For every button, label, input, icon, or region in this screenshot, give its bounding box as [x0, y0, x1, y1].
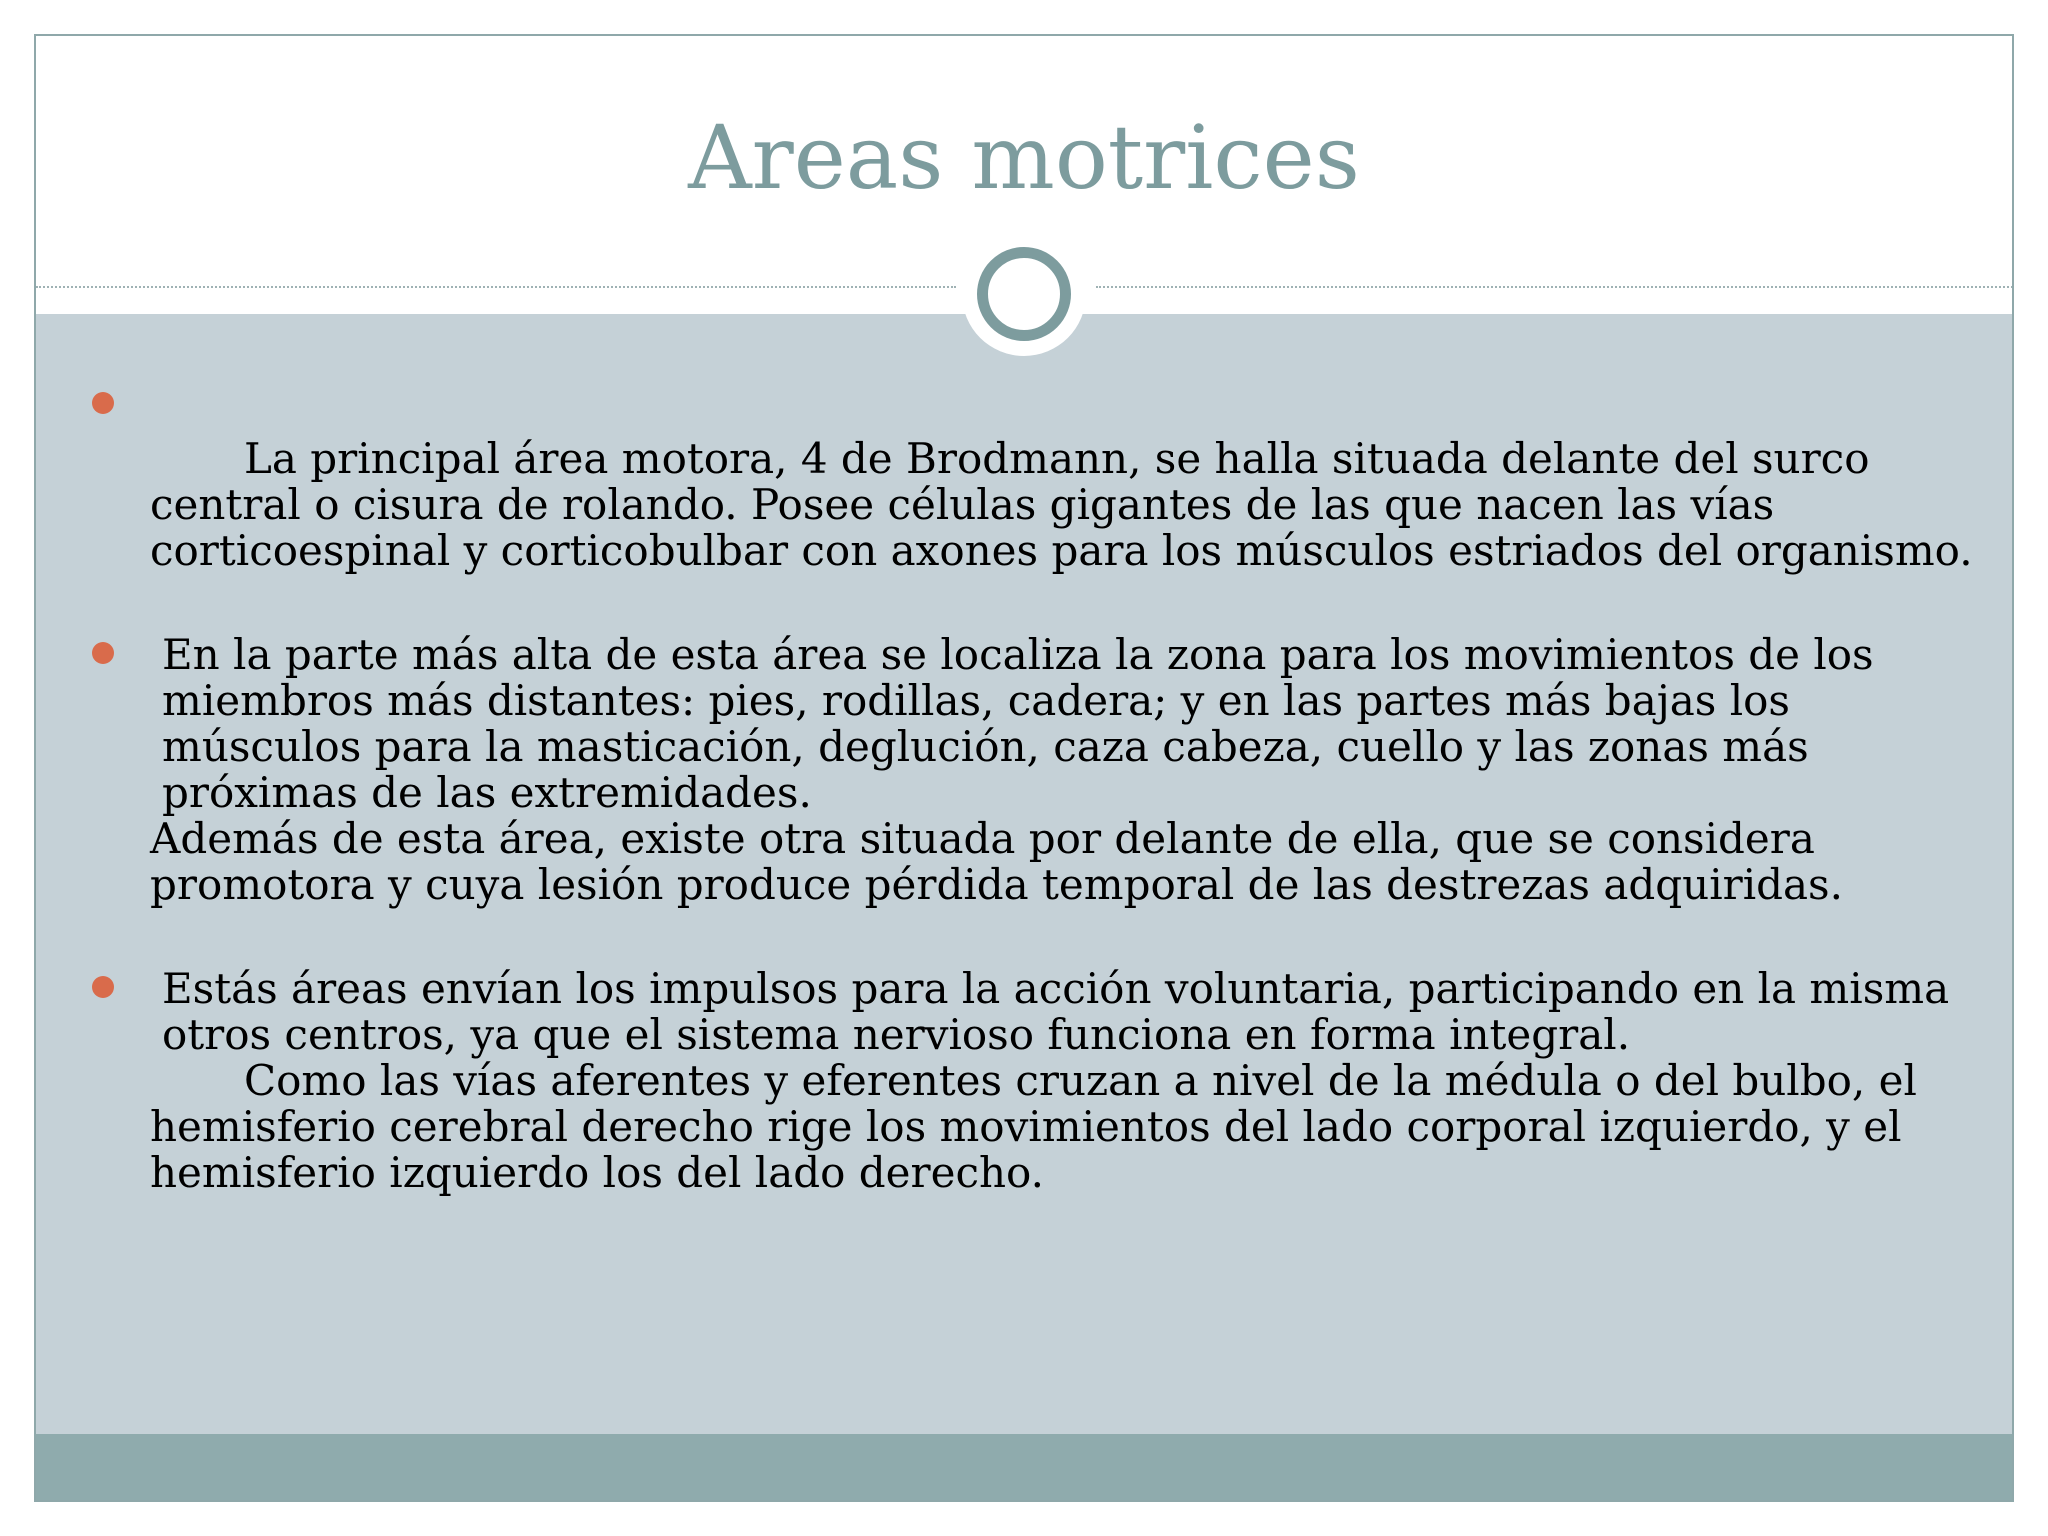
bullet-dot-icon — [92, 976, 114, 998]
footer-band — [36, 1434, 2012, 1502]
bullet-item-movement-zones — [150, 632, 1990, 908]
bullet-paragraph: Como las vías aferentes y eferentes cruzan a nivel de la médula o del bulbo, el hemisferio cerebral derecho rige los movimientos del lado corporal izquierdo, y el hemisferio izquierdo los del lado derecho. — [150, 1056, 1917, 1197]
bullet-item-brodmann-area — [150, 436, 1990, 574]
title-divider-left — [36, 286, 956, 288]
circle-ornament-icon — [977, 247, 1071, 341]
title-divider-right — [1096, 286, 2014, 288]
bullet-paragraph: Estás áreas envían los impulsos para la acción voluntaria, participando en la misma otros centros, ya que el sistema nervioso funciona en forma integral. — [162, 964, 1950, 1059]
slide — [34, 34, 2014, 1502]
bullet-paragraph: En la parte más alta de esta área se localiza la zona para los movimientos de los miembros más distantes: pies, rodillas, cadera; y en las partes más bajas los músculos para la masticación, deglución, caza cabeza, cuello y las zonas más próximas de las extremidades. — [162, 630, 1874, 817]
bullet-dot-icon — [92, 392, 114, 414]
bullet-list — [150, 388, 1990, 1254]
bullet-dot-icon — [92, 642, 114, 664]
bullet-item-voluntary-action — [150, 966, 1990, 1196]
slide-title: Areas motrices — [688, 106, 1360, 209]
bullet-paragraph: Además de esta área, existe otra situada por delante de ella, que se considera promotora y cuya lesión produce pérdida temporal de las destrezas adquiridas. — [150, 814, 1843, 909]
bullet-paragraph: La principal área motora, 4 de Brodmann, se halla situada delante del surco central o cisura de rolando. Posee células gigantes de las que nacen las vías corticoespinal y corticobulbar con axones para los músculos estriados del organismo. — [150, 434, 1973, 575]
